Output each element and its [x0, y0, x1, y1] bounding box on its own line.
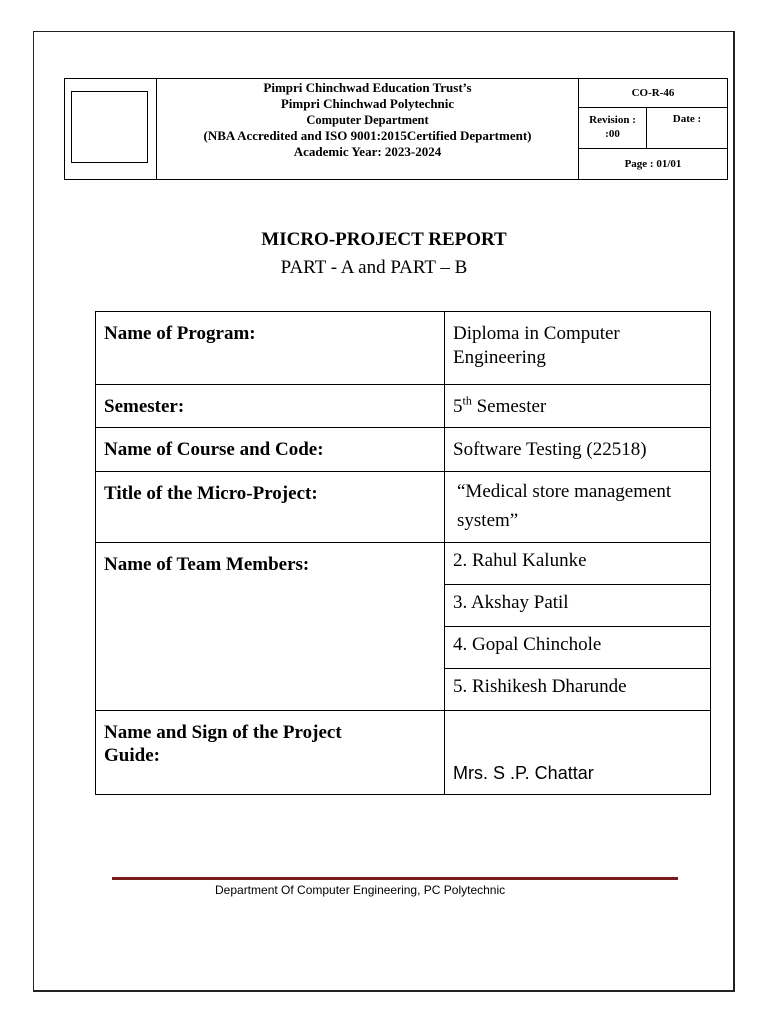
- footer-divider: [112, 877, 678, 880]
- department-name: Computer Department: [306, 113, 429, 127]
- project-title-label: Title of the Micro-Project:: [95, 471, 445, 543]
- semester-suffix: th: [462, 393, 472, 408]
- semester-row: [95, 384, 711, 427]
- program-label: Name of Program:: [95, 311, 445, 385]
- team-member-1: 2. Rahul Kalunke: [445, 542, 711, 585]
- title-row: [95, 471, 711, 542]
- course-row: [95, 427, 711, 471]
- team-member-2: 3. Akshay Patil: [445, 584, 711, 627]
- team-member-4: 5. Rishikesh Dharunde: [445, 668, 711, 711]
- program-value: Diploma in Computer Engineering: [445, 311, 711, 385]
- letterhead-table: [64, 78, 728, 180]
- revision-label: Revision :: [589, 114, 636, 126]
- report-title: MICRO-PROJECT REPORT: [261, 229, 507, 250]
- revision-cell: [579, 108, 647, 148]
- date-label: Date :: [672, 113, 702, 125]
- team-row: [95, 542, 711, 710]
- trust-name: Pimpri Chinchwad Education Trust’s: [263, 80, 472, 95]
- institute-name: Pimpri Chinchwad Polytechnic: [280, 96, 455, 111]
- course-value: Software Testing (22518): [445, 427, 711, 472]
- document-code: CO-R-46: [579, 79, 727, 108]
- semester-value: [445, 384, 711, 428]
- organization-info: [157, 79, 579, 179]
- semester-word: Semester: [471, 396, 547, 417]
- project-details-table: [95, 311, 711, 795]
- team-label: Name of Team Members:: [95, 542, 445, 711]
- revision-value: :00: [605, 128, 620, 140]
- program-row: [95, 311, 711, 384]
- guide-name: Mrs. S .P. Chattar: [445, 710, 711, 795]
- revision-row: [579, 108, 727, 149]
- accreditation-text: (NBA Accredited and ISO 9001:2015Certified Department): [203, 128, 532, 143]
- report-subtitle: PART - A and PART – B: [280, 257, 468, 278]
- semester-label: Semester:: [95, 384, 445, 428]
- guide-row: [95, 710, 711, 794]
- project-title-value: “Medical store management system”: [445, 471, 711, 543]
- footer-text: Department Of Computer Engineering, PC Polytechnic: [215, 883, 506, 897]
- logo-cell: [65, 79, 157, 179]
- guide-label: Name and Sign of the Project Guide:: [95, 710, 445, 795]
- team-member-3: 4. Gopal Chinchole: [445, 626, 711, 669]
- logo-placeholder: [71, 91, 148, 163]
- academic-year: Academic Year: 2023-2024: [293, 144, 442, 159]
- document-meta: [579, 79, 727, 179]
- semester-number: 5: [453, 396, 463, 417]
- course-label: Name of Course and Code:: [95, 427, 445, 472]
- page-number: Page : 01/01: [624, 158, 682, 170]
